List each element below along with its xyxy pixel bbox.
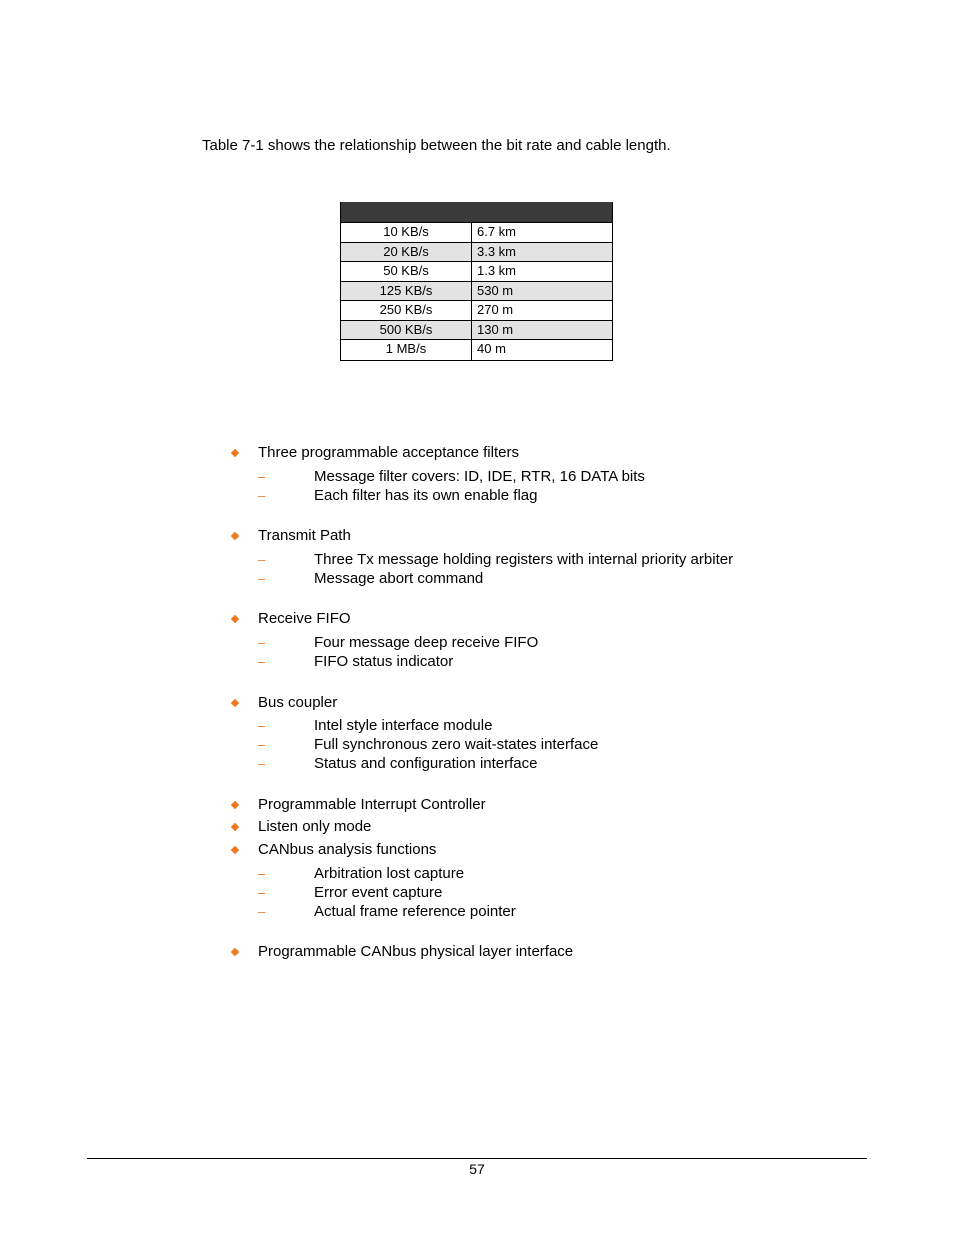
sub-list-item	[258, 634, 539, 652]
sub-list-item	[258, 570, 484, 588]
sub-list-item	[258, 487, 538, 505]
bit-rate-cell: 250 KB/s	[341, 301, 472, 320]
list-item	[258, 444, 519, 462]
diamond-bullet-icon	[231, 801, 239, 809]
table-row	[341, 301, 612, 321]
cable-length-cell: 3.3 km	[477, 243, 517, 259]
page-number: 57	[469, 1161, 485, 1177]
diamond-bullet-icon	[231, 846, 239, 854]
dash-bullet-icon: –	[258, 469, 266, 484]
diamond-bullet-icon	[231, 823, 239, 831]
list-item-label: Receive FIFO	[258, 610, 351, 627]
table-row	[341, 243, 612, 263]
dash-bullet-icon: –	[258, 866, 266, 881]
sub-list-item	[258, 736, 599, 754]
sub-list-item-label: Intel style interface module	[314, 717, 493, 734]
sub-list-item-label: Error event capture	[314, 884, 443, 901]
sub-list-item	[258, 717, 493, 735]
table-header-bar	[341, 202, 612, 223]
diamond-bullet-icon	[231, 615, 239, 623]
sub-list-item-label: Arbitration lost capture	[314, 865, 465, 882]
list-item	[258, 796, 486, 814]
list-item-label: Bus coupler	[258, 694, 338, 711]
table-row	[341, 321, 612, 341]
sub-list-item-label: Message abort command	[314, 570, 484, 587]
list-item-label: Transmit Path	[258, 527, 351, 544]
bit-rate-cell: 125 KB/s	[341, 282, 472, 301]
cable-length-cell: 6.7 km	[477, 224, 517, 239]
sub-list-item-label: Actual frame reference pointer	[314, 903, 516, 920]
dash-bullet-icon: –	[258, 488, 266, 503]
list-item	[258, 610, 351, 628]
sub-list-item	[258, 551, 734, 569]
bitrate-cable-length-table	[340, 202, 613, 361]
list-item-label: Three programmable acceptance filters	[258, 444, 519, 461]
dash-bullet-icon: –	[258, 552, 266, 567]
list-item	[258, 818, 371, 836]
diamond-bullet-icon	[231, 449, 239, 457]
sub-list-item	[258, 903, 516, 921]
dash-bullet-icon: –	[258, 571, 266, 586]
dash-bullet-icon: –	[258, 654, 266, 669]
cable-length-cell: 530 m	[477, 282, 514, 298]
bit-rate-cell: 50 KB/s	[341, 262, 472, 281]
sub-list-item	[258, 468, 645, 486]
dash-bullet-icon: –	[258, 737, 266, 752]
bit-rate-cell: 500 KB/s	[341, 321, 472, 340]
list-item	[258, 841, 436, 859]
list-item-label: CANbus analysis functions	[258, 841, 437, 858]
cable-length-cell: 1.3 km	[477, 263, 517, 278]
cable-length-cell: 40 m	[477, 341, 506, 356]
dash-bullet-icon: –	[258, 635, 266, 650]
sub-list-item-label: Full synchronous zero wait-states interface	[314, 736, 599, 753]
table-row	[341, 223, 612, 243]
list-item-label: Programmable Interrupt Controller	[258, 796, 486, 813]
sub-list-item	[258, 653, 454, 671]
diamond-bullet-icon	[231, 948, 239, 956]
diamond-bullet-icon	[231, 699, 239, 707]
diamond-bullet-icon	[231, 532, 239, 540]
list-item-label: Programmable CANbus physical layer interface	[258, 943, 574, 960]
sub-list-item	[258, 884, 443, 902]
dash-bullet-icon: –	[258, 756, 266, 771]
sub-list-item-label: Each filter has its own enable flag	[314, 487, 538, 504]
sub-list-item-label: Status and configuration interface	[314, 755, 538, 772]
sub-list-item	[258, 865, 465, 883]
dash-bullet-icon: –	[258, 885, 266, 900]
list-item-label: Listen only mode	[258, 818, 372, 835]
cable-length-cell: 270 m	[477, 302, 514, 317]
table-row	[341, 340, 612, 360]
bit-rate-cell: 20 KB/s	[341, 243, 472, 262]
dash-bullet-icon: –	[258, 718, 266, 733]
list-item	[258, 943, 573, 961]
sub-list-item-label: Message filter covers: ID, IDE, RTR, 16 DATA bits	[314, 468, 645, 485]
list-item	[258, 694, 337, 712]
footer-divider	[87, 1158, 867, 1159]
bit-rate-cell: 1 MB/s	[341, 340, 472, 360]
bit-rate-cell: 10 KB/s	[341, 223, 472, 242]
list-item	[258, 527, 351, 545]
cable-length-cell: 130 m	[477, 321, 514, 337]
sub-list-item-label: Three Tx message holding registers with internal priority arbiter	[314, 551, 734, 568]
sub-list-item	[258, 755, 538, 773]
dash-bullet-icon: –	[258, 904, 266, 919]
intro-paragraph: Table 7-1 shows the relationship between the bit rate and cable length.	[202, 137, 671, 154]
table-row	[341, 262, 612, 282]
sub-list-item-label: Four message deep receive FIFO	[314, 634, 539, 651]
sub-list-item-label: FIFO status indicator	[314, 653, 454, 670]
table-row	[341, 282, 612, 302]
